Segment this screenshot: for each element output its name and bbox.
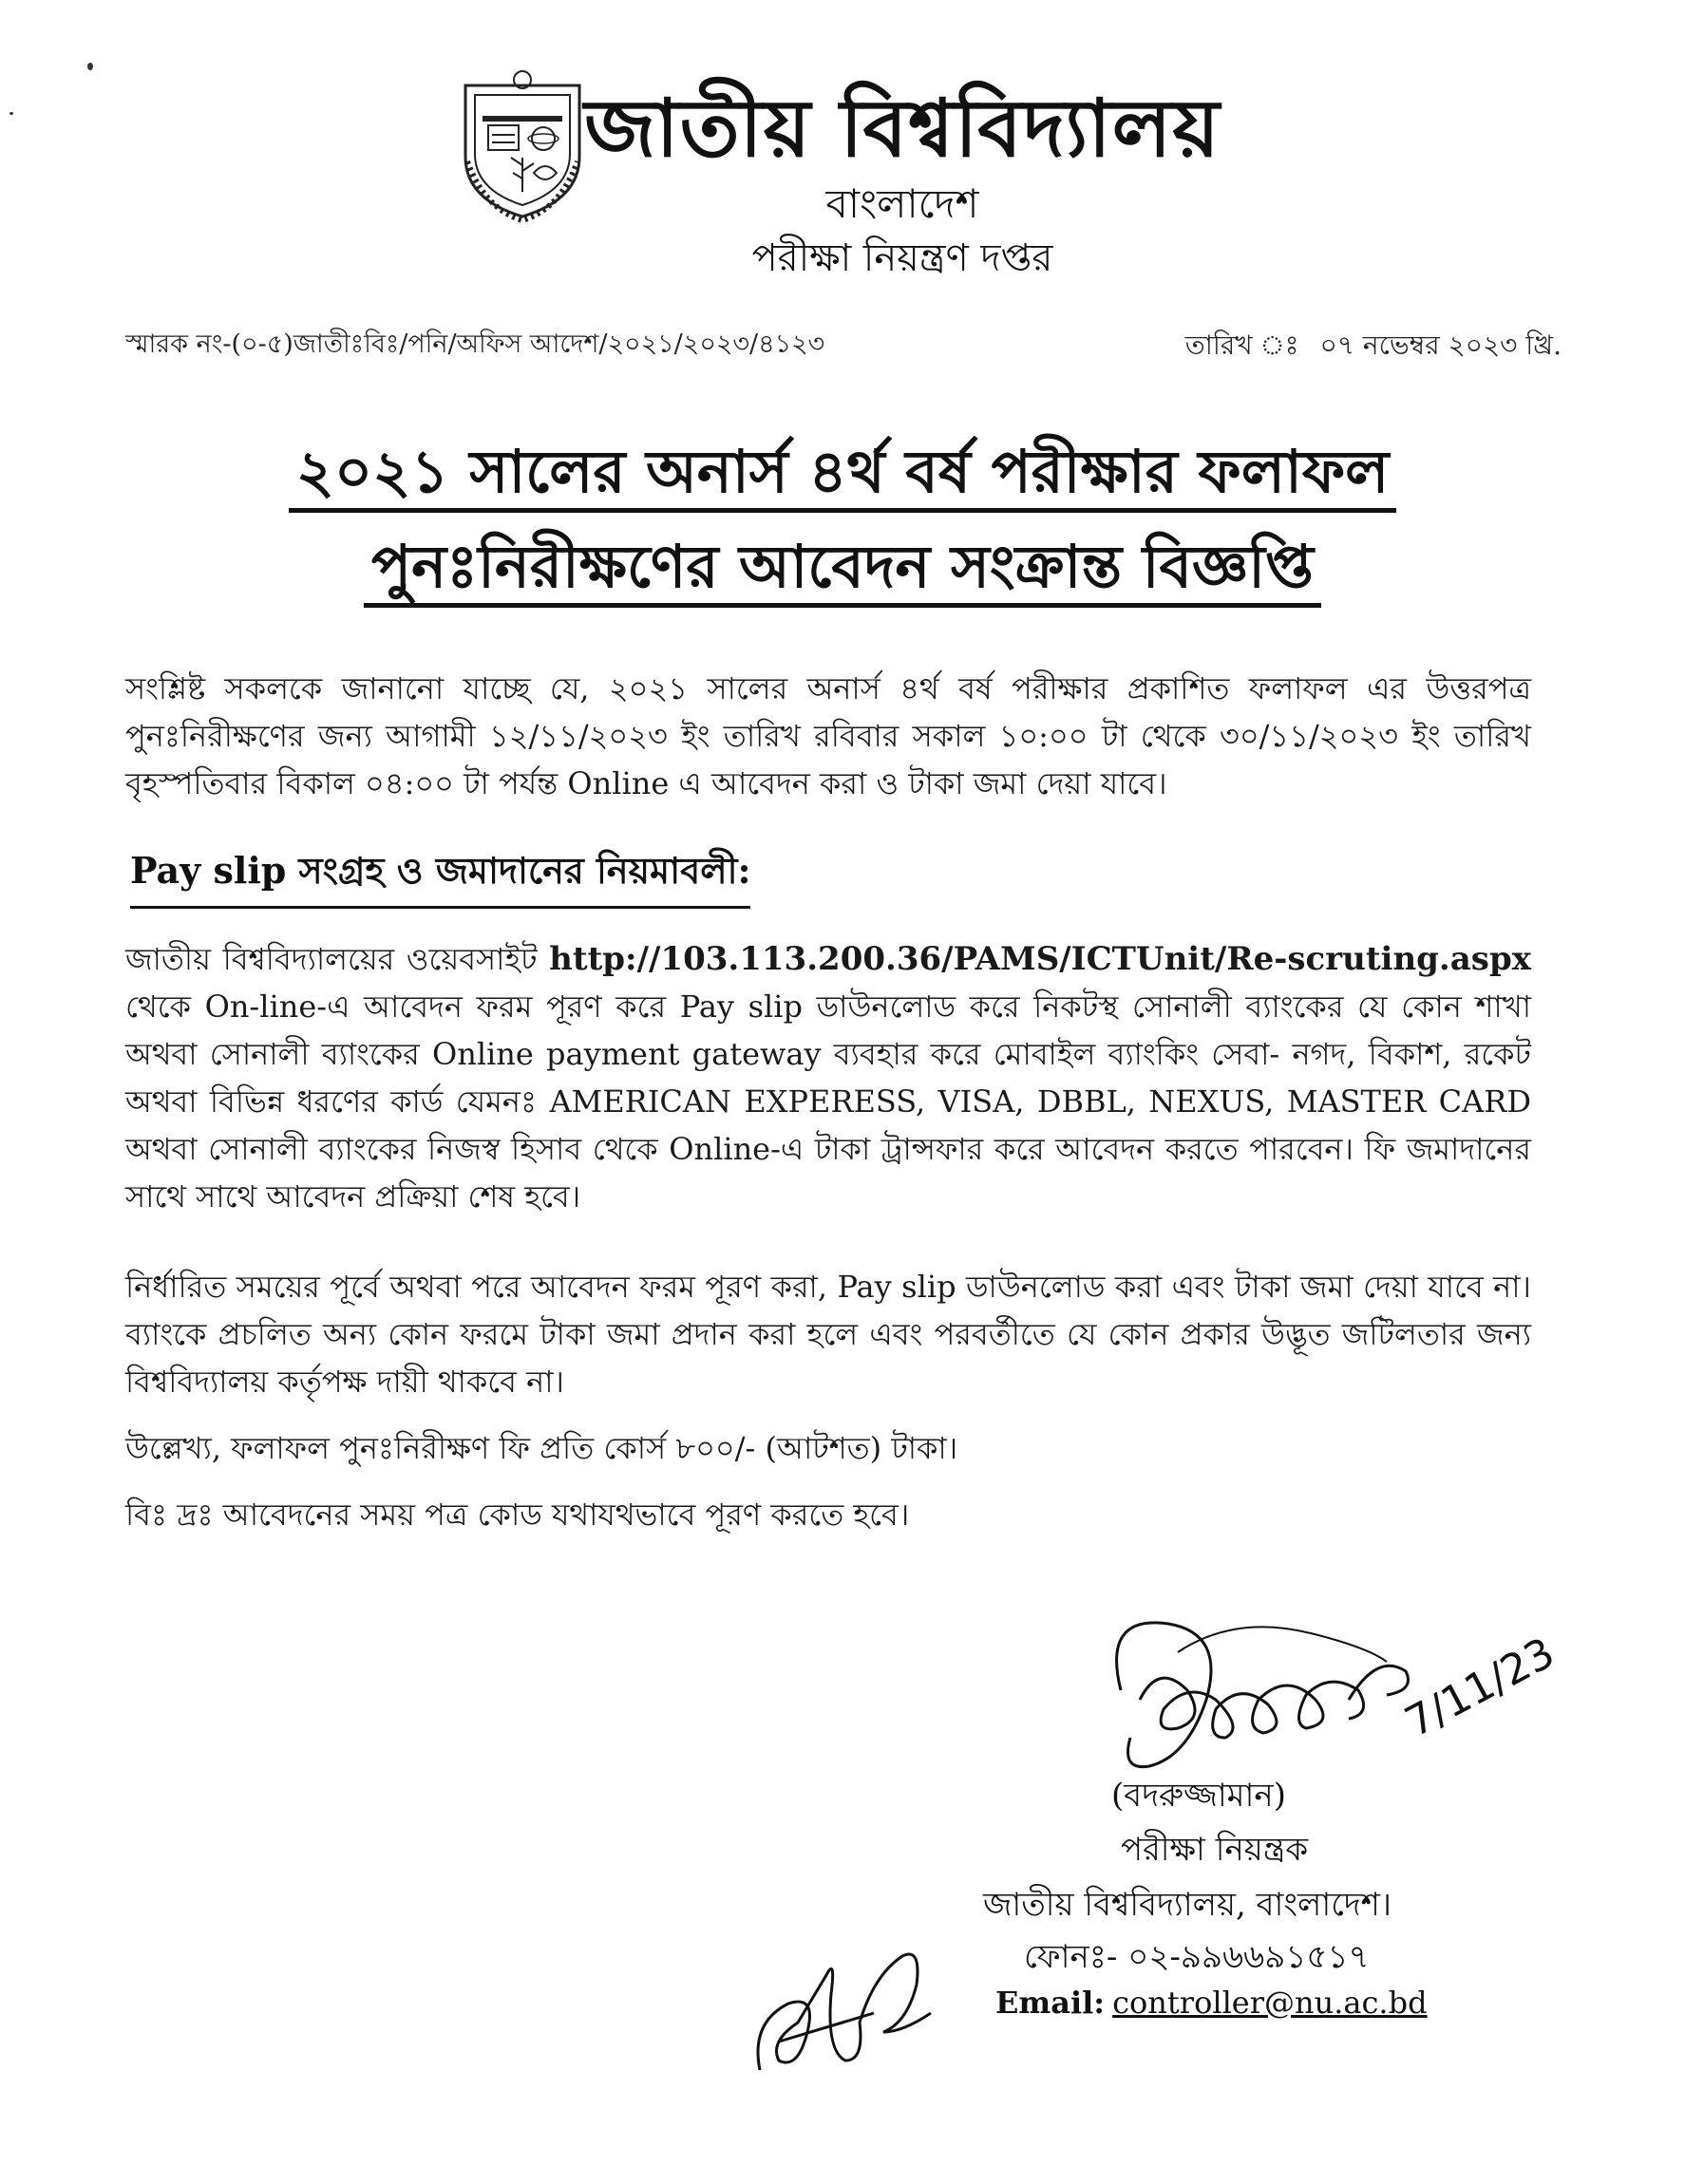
controller-name: (বদরুজ্জামান) [1111, 1777, 1286, 1815]
controller-title: পরীক্ষা নিয়ন্ত্রক [1121, 1831, 1309, 1869]
rules-text: থেকে On-line-এ আবেদন ফরম পূরণ করে Pay slip ডাউনলোড করে নিকটস্থ সোনালী ব্যাংকের যে কোন শাখা অথবা সোনালী ব্যাংকের Online payment gateway ব্যবহার করে মোবাইল ব্যাংকিং সেবা- নগদ, বিকাশ, রকেট অথবা বিভিন্ন ধরণের কার্ড যেমনঃ AMERICAN EXPERESS, VISA, DBBL, NEXUS, MASTER CARD অথবা সোনালী ব্যাংকের নিজস্ব হিসাব থেকে Online-এ টাকা ট্রান্সফার করে আবেদন করতে পারবেন। ফি জমাদানের সাথে সাথে আবেদন প্রক্রিয়া শেষ হবে। [125, 988, 1531, 1214]
heading-text-2: পুনঃনিরীক্ষণের আবেদন সংক্রান্ত বিজ্ঞপ্তি [364, 532, 1321, 608]
controller-phone: ফোনঃ- ০২-৯৯৬৬৯১৫১৭ [1024, 1938, 1370, 1976]
warning-paragraph: নির্ধারিত সময়ের পূর্বে অথবা পরে আবেদন ফরম পূরণ করা, Pay slip ডাউনলোড করা এবং টাকা জমা দেয়া যাবে না। ব্যাংকে প্রচলিত অন্য কোন ফরমে টাকা জমা প্রদান করা হলে এবং পরবর্তীতে যে কোন প্রকার উদ্ভূত জটিলতার জন্য বিশ্ববিদ্যালয় কর্তৃপক্ষ দায়ী থাকবে না। [125, 1269, 1531, 1400]
notice-date [1185, 325, 1562, 369]
scan-speck [87, 63, 93, 70]
date-value: ০৭ নভেম্বর ২০২৩ খ্রি. [1319, 329, 1562, 361]
notice-heading-line-2 [152, 532, 1533, 602]
office-name: পরীক্ষা নিয়ন্ত্রণ দপ্তর [751, 236, 1053, 280]
memo-reference: স্মারক নং-(০-৫)জাতীঃবিঃ/পনি/অফিস আদেশ/২০২১/২০২৩/৪১২৩ [125, 329, 825, 359]
controller-email [995, 1985, 1428, 2021]
signature-date: 7/11/23 [1397, 1629, 1562, 1747]
note-paragraph: বিঃ দ্রঃ আবেদনের সময় পত্র কোড যথাযথভাবে পূরণ করতে হবে। [125, 1497, 910, 1533]
email-link[interactable]: controller@nu.ac.bd [1112, 1985, 1428, 2021]
date-label: তারিখ ঃ [1184, 329, 1299, 361]
intro-paragraph: সংশ্লিষ্ট সকলকে জানানো যাচ্ছে যে, ২০২১ সালের অনার্স ৪র্থ বর্ষ পরীক্ষার প্রকাশিত ফলাফল এর উত্তরপত্র পুনঃনিরীক্ষণের জন্য আগামী ১২/১১/২০২৩ ইং তারিখ রবিবার সকাল ১০:০০ টা থেকে ৩০/১১/২০২৩ ইং তারিখ বৃহস্পতিবার বিকাল ০৪:০০ টা পর্যন্ত Online এ আবেদন করা ও টাকা জমা দেয়া যাবে। [125, 670, 1531, 801]
controller-organization: জাতীয় বিশ্ববিদ্যালয়, বাংলাদেশ। [983, 1886, 1392, 1924]
heading-text-1: ২০২১ সালের অনার্স ৪র্থ বর্ষ পরীক্ষার ফলাফল [289, 437, 1397, 513]
email-label: Email: [995, 1985, 1106, 2021]
country-name: বাংলাদেশ [825, 180, 979, 227]
rescrutiny-url-link[interactable]: http://103.113.200.36/PAMS/ICTUnit/Re-scruting.aspx [549, 940, 1531, 978]
notice-heading-line-1 [152, 437, 1533, 507]
payslip-rules-heading: Pay slip সংগ্রহ ও জমাদানের নিয়মাবলী: [130, 843, 750, 909]
university-name: জাতীয় বিশ্ববিদ্যালয় [584, 81, 1221, 175]
rules-paragraph [125, 935, 1531, 1220]
fee-paragraph: উল্লেখ্য, ফলাফল পুনঃনিরীক্ষণ ফি প্রতি কোর্স ৮০০/- (আটশত) টাকা। [125, 1430, 958, 1466]
initials-signature [741, 1918, 969, 2089]
rules-prefix: জাতীয় বিশ্ববিদ্যালয়ের ওয়েবসাইট [125, 941, 538, 977]
scan-speck [9, 112, 13, 115]
